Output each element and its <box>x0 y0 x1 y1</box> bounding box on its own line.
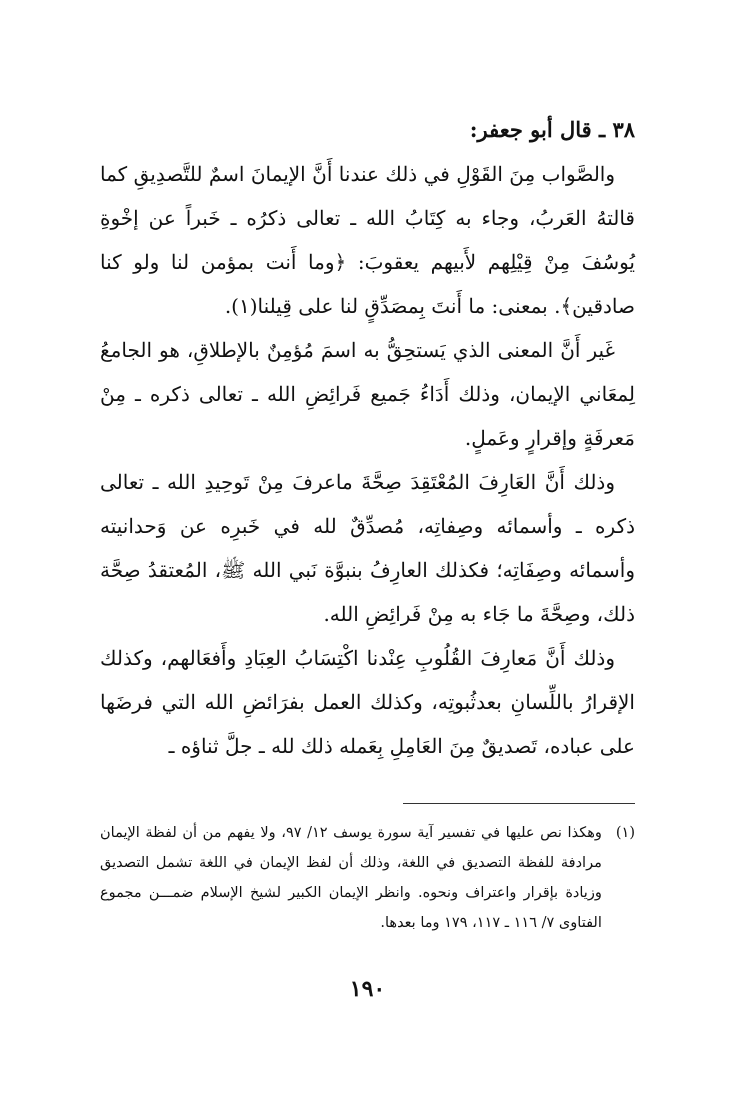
paragraph-2: غَير أَنَّ المعنى الذي يَستحِقُّ به اسمَ مُؤمِنٌ بالإطلاقِ، هو الجامعُ لِمعَاني الإيمان، وذلك أَدَاءُ جَميع فَرائِضِ الله ـ تعالى ذكره ـ مِنْ مَعرفَةٍ وإقرارٍ وعَملٍ. <box>100 338 635 450</box>
page-number: ١٩٠ <box>349 976 386 1002</box>
footnote-text: وهكذا نص عليها في تفسير آية سورة يوسف ١٢/ ٩٧، ولا يفهم من أن لفظة الإيمان مرادفة للفظة التصديق في اللغة، وذلك أن لفظ الإيمان في اللغة تشمل التصديق وزيادة بإقرار واعتراف ونحوه. وانظر الإيمان الكبير لشيخ الإسلام ضمـــن مجموع الفتاوى ٧/ ١١٦ ـ ١١٧، ١٧٩ وما بعدها. <box>100 825 602 931</box>
footnote-item <box>100 818 635 938</box>
paragraph-4: وذلك أَنَّ مَعارِفَ القُلُوبِ عِنْدنا اكْتِسَابُ العِبَادِ وأَفعَالهم، وكذلك الإقرارُ باللِّسانِ بعدثُبوتِه، وكذلك العمل بفرَائضِ الله التي فرضَها على عباده، تَصديقٌ مِنَ العَامِلِ بِعَمله ذلك لله ـ جلَّ ثناؤه ـ <box>100 646 635 758</box>
paragraph-3: وذلك أَنَّ العَارِفَ المُعْتَقِدَ صِحَّةَ ماعرفَ مِنْ تَوحِيدِ الله ـ تعالى ذكره ـ وأسمائه وصِفاتِه، مُصدِّقٌ لله في خَبرِه عن وَحدانيته وأسمائه وصِفَاتِه؛ فكذلك العارِفُ بنبوَّة نَبي الله ﷺ، المُعتقدُ صِحَّة ذلك، وصِحَّةَ ما جَاء به مِنْ فَرائِضِ الله. <box>100 470 635 626</box>
footnote-divider <box>403 803 635 804</box>
paragraph-1: والصَّواب مِنَ القَوْلِ في ذلك عندنا أَنَّ الإيمانَ اسمٌ للتَّصدِيقِ كما قالتهُ العَربُ، وجاء به كِتَابُ الله ـ تعالى ذكرُه ـ خَبراً عن إخْوةِ يُوسُفَ مِنْ قِيْلِهم لأَبيهم يعقوبَ: ﴿وما أَنت بمؤمن لنا ولو كنا صادقين﴾. بمعنى: ما أَنتَ بِمصَدِّقٍ لنا على قِيلنا(١). <box>100 162 635 318</box>
main-text-block <box>100 108 635 768</box>
footnote-marker: (١) <box>615 825 635 841</box>
section-heading: ٣٨ ـ قال أبو جعفر: <box>469 117 635 142</box>
footnotes-block <box>100 818 635 938</box>
